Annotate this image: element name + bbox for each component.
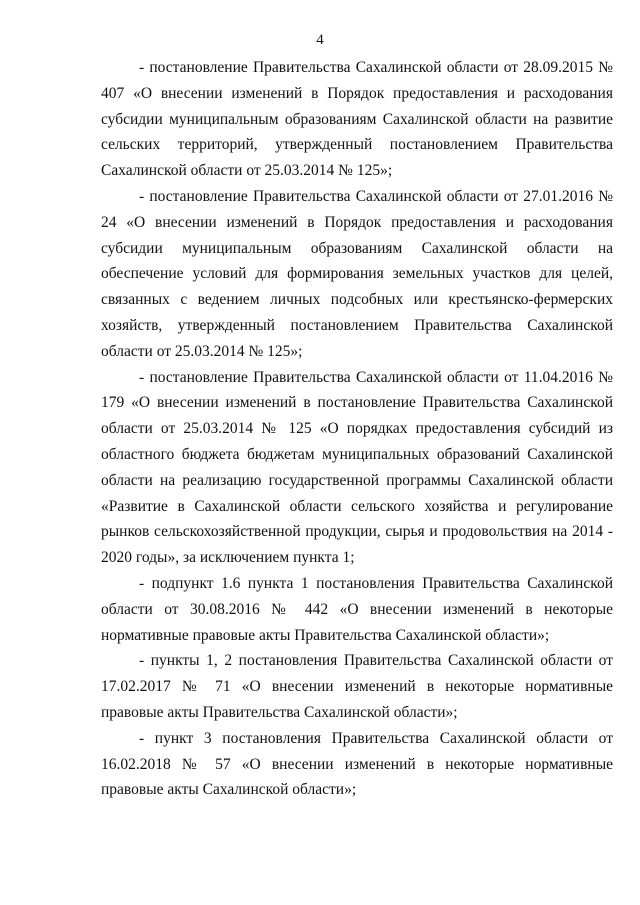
paragraph-resolution-71: - пункты 1, 2 постановления Правительства Сахалинской области от 17.02.2017 № 71 «О внесении изменений в некоторые нормативные правовые акты Правительства Сахалинской области»;: [101, 652, 613, 721]
paragraph-resolution-24: - постановление Правительства Сахалинской области от 27.01.2016 № 24 «О внесении изменений в Порядок предоставления и расходования субсидии муниципальным образованиям Сахалинской области на обеспечение условий для формирования земельных участков для целей, связанных с ведением личных подсобных или крестьянско-фермерских хозяйств, утвержденный постановлением Правительства Сахалинской области от 25.03.2014 № 125»;: [101, 187, 613, 360]
paragraph-resolution-407: - постановление Правительства Сахалинской области от 28.09.2015 № 407 «О внесении изменений в Порядок предоставления и расходования субсидии муниципальным образованиям Сахалинской области на развитие сельских территорий, утвержденный постановлением Правительства Сахалинской области от 25.03.2014 № 125»;: [101, 59, 613, 180]
paragraph-resolution-57: - пункт 3 постановления Правительства Сахалинской области от 16.02.2018 № 57 «О внесении изменений в некоторые нормативные правовые акты Сахалинской области»;: [101, 729, 613, 799]
page-number: 4: [316, 32, 324, 48]
paragraph-resolution-179: - постановление Правительства Сахалинской области от 11.04.2016 № 179 «О внесении изменений в постановление Правительства Сахалинской области от 25.03.2014 № 125 «О порядках предоставления субсидий из областного бюджета бюджетам муниципальных образований Сахалинской области на реализацию государственной программы Сахалинской области «Развитие в Сахалинской области сельского хозяйства и регулирование рынков сельскохозяйственной продукции, сырья и продовольствия на 2014 - 2020 годы», за исключением пункта 1;: [101, 368, 613, 567]
paragraph-resolution-442: - подпункт 1.6 пункта 1 постановления Правительства Сахалинской области от 30.08.2016 № 442 «О внесении изменений в некоторые нормативные правовые акты Правительства Сахалинской области»;: [101, 574, 613, 644]
document-body: [101, 55, 613, 803]
